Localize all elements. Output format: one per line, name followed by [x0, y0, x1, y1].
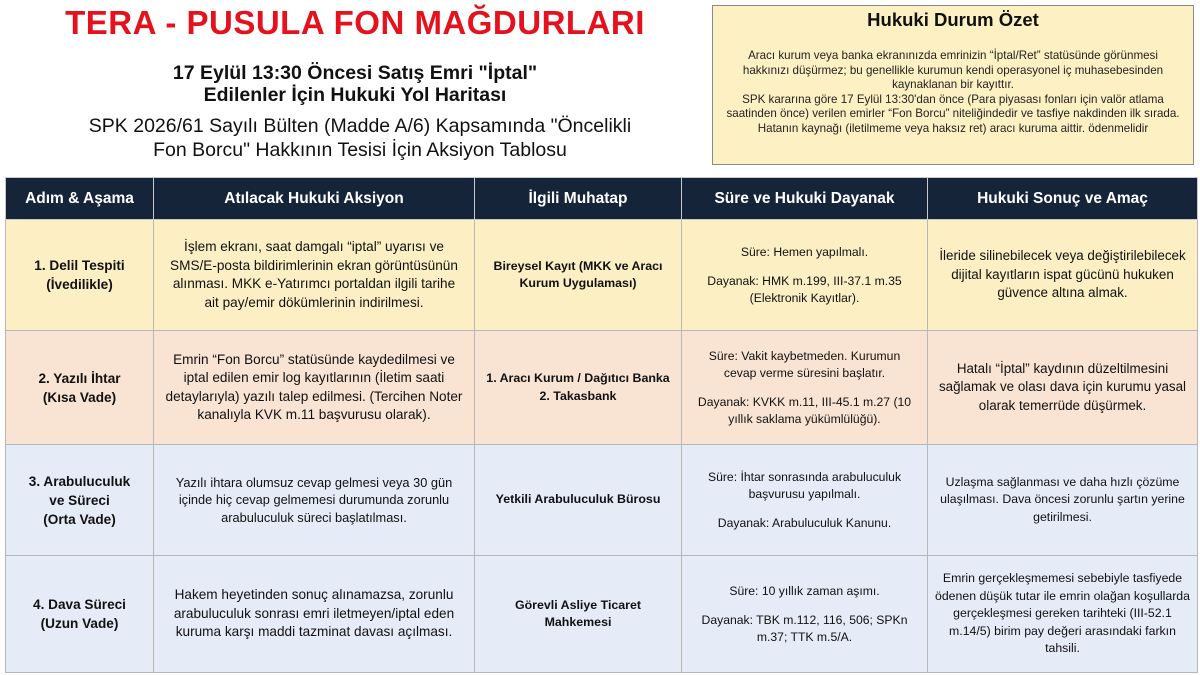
- header-action: Atılacak Hukuki Aksiyon: [154, 178, 475, 220]
- step-name: 3. Arabuluculuk: [28, 473, 131, 489]
- table-row: [6, 331, 1198, 445]
- step-name-cont: ve Süreci: [49, 492, 110, 508]
- step-phase: (İvedilikle): [46, 277, 113, 292]
- duration-text: Süre: Vakit kaybetmeden. Kurumun cevap verme süresini başlatır.: [708, 348, 901, 380]
- subtitle-line-2: Edilenler İçin Hukuki Yol Haritası: [203, 84, 507, 106]
- page-title: TERA - PUSULA FON MAĞDURLARI: [65, 4, 645, 41]
- step-name: 2. Yazılı İhtar: [38, 370, 121, 386]
- action-cell: Hakem heyetinden sonuç alınamazsa, zorunlu arabuluculuk sonrası emri iletmeyen/iptal eden kuruma karşı maddi tazminat davası açılması.: [154, 556, 475, 673]
- description-line-1: SPK 2026/61 Sayılı Bülten (Madde A/6) Kapsamında "Öncelikli: [88, 115, 632, 137]
- step-cell: [6, 445, 154, 556]
- step-phase: (Orta Vade): [43, 511, 116, 527]
- party-name: Yetkili Arabuluculuk Bürosu: [495, 492, 661, 507]
- duration-basis-cell: [682, 445, 928, 556]
- table-header-row: [6, 178, 1198, 220]
- summary-body: [725, 49, 1181, 137]
- page-subtitle: [50, 62, 660, 106]
- party-name: 2. Takasbank: [539, 388, 617, 403]
- result-cell: Uzlaşma sağlanması ve daha hızlı çözüme ulaşılması. Dava öncesi zorunlu şartın yerine getirilmesi.: [928, 445, 1198, 556]
- party-cell: [475, 331, 682, 445]
- table-row: [6, 220, 1198, 331]
- step-phase: (Kısa Vade): [42, 389, 117, 405]
- header-duration-basis: Süre ve Hukuki Dayanak: [682, 178, 928, 220]
- party-cell: [475, 445, 682, 556]
- subtitle-line-1: 17 Eylül 13:30 Öncesi Satış Emri "İptal": [172, 62, 538, 84]
- duration-text: Süre: 10 yıllık zaman aşımı.: [729, 583, 880, 598]
- step-phase: (Uzun Vade): [40, 616, 119, 631]
- summary-paragraph-1: Aracı kurum veya banka ekranınızda emrinizin “İptal/Ret” statüsünde görünmesi hakkınızı düşürmez; bu genellikle kurumun kendi operasyonel iç muhasebesinden kaynaklanan bir kayıttır.: [742, 49, 1164, 92]
- summary-title: Hukuki Durum Özet: [867, 9, 1039, 30]
- duration-basis-cell: [682, 556, 928, 673]
- summary-paragraph-2: SPK kararına göre 17 Eylül 13:30'dan önce (Para piyasası fonları için valör atlama saatinden önce) verilen emirler “Fon Borcu” niteliğindedir ve tasfiye nakdinden ilk sırada. Hatanın kaynağı (iletilmeme veya haksız ret) aracı kuruma aittir. ödenmelidir: [726, 92, 1180, 135]
- duration-basis-cell: [682, 331, 928, 445]
- header-step: Adım & Aşama: [6, 178, 154, 220]
- basis-text: Dayanak: HMK m.199, III-37.1 m.35 (Elektronik Kayıtlar).: [707, 273, 902, 305]
- action-table: [5, 177, 1198, 673]
- step-cell: [6, 556, 154, 673]
- description-line-2: Fon Borcu" Hakkının Tesisi İçin Aksiyon Tablosu: [153, 139, 567, 161]
- party-cell: [475, 220, 682, 331]
- header-party: İlgili Muhatap: [475, 178, 682, 220]
- basis-text: Dayanak: KVKK m.11, III-45.1 m.27 (10 yıllık saklama yükümlülüğü).: [697, 394, 912, 426]
- action-cell: Emrin “Fon Borcu” statüsünde kaydedilmesi ve iptal edilen emir log kayıtlarının (İletim saati detaylarıyla) yazılı talep edilmesi. (Tercihen Noter kanalıyla KVK m.11 başvurusu olarak).: [154, 331, 475, 445]
- party-cell: [475, 556, 682, 673]
- action-cell: Yazılı ihtara olumsuz cevap gelmesi veya 30 gün içinde hiç cevap gelmemesi durumunda zorunlu arabuluculuk süreci başlatılması.: [154, 445, 475, 556]
- party-name: Bireysel Kayıt (MKK ve Aracı Kurum Uygulaması): [493, 258, 663, 290]
- duration-text: Süre: Hemen yapılmalı.: [740, 244, 869, 259]
- party-name: 1. Aracı Kurum / Dağıtıcı Banka: [486, 371, 670, 385]
- table-row: [6, 445, 1198, 556]
- action-cell: İşlem ekranı, saat damgalı “iptal” uyarısı ve SMS/E-posta bildirimlerinin ekran görüntüsünün alınması. MKK e-Yatırımcı portaldan ilgili tarihe ait pay/emir dökümlerinin indirilmesi.: [154, 220, 475, 331]
- legal-summary-box: [712, 5, 1194, 165]
- step-cell: [6, 331, 154, 445]
- duration-basis-cell: [682, 220, 928, 331]
- step-name: 1. Delil Tespiti: [34, 258, 125, 273]
- result-cell: Emrin gerçekleşmemesi sebebiyle tasfiyede ödenen düşük tutar ile emrin olağan koşullarda gerçekleşmesi gereken tarihteki (III-52.1 m.14/5) birim pay değeri arasındaki farkın tahsili.: [928, 556, 1198, 673]
- duration-text: Süre: İhtar sonrasında arabuluculuk başvurusu yapılmalı.: [707, 469, 902, 501]
- step-name: 4. Dava Süreci: [33, 597, 126, 612]
- step-cell: [6, 220, 154, 331]
- result-cell: İleride silinebilecek veya değiştirilebilecek dijital kayıtların ispat gücünü hukuken güvence altına almak.: [928, 220, 1198, 331]
- basis-text: Dayanak: TBK m.112, 116, 506; SPKn m.37; TTK m.5/A.: [701, 612, 908, 644]
- page-description: [20, 114, 700, 162]
- table-row: [6, 556, 1198, 673]
- header-result: Hukuki Sonuç ve Amaç: [928, 178, 1198, 220]
- party-name: Görevli Asliye Ticaret Mahkemesi: [514, 597, 642, 629]
- result-cell: Hatalı “İptal” kaydının düzeltilmesini sağlamak ve olası dava için kurumu yasal olarak temerrüde düşürmek.: [928, 331, 1198, 445]
- basis-text: Dayanak: Arabuluculuk Kanunu.: [717, 515, 892, 530]
